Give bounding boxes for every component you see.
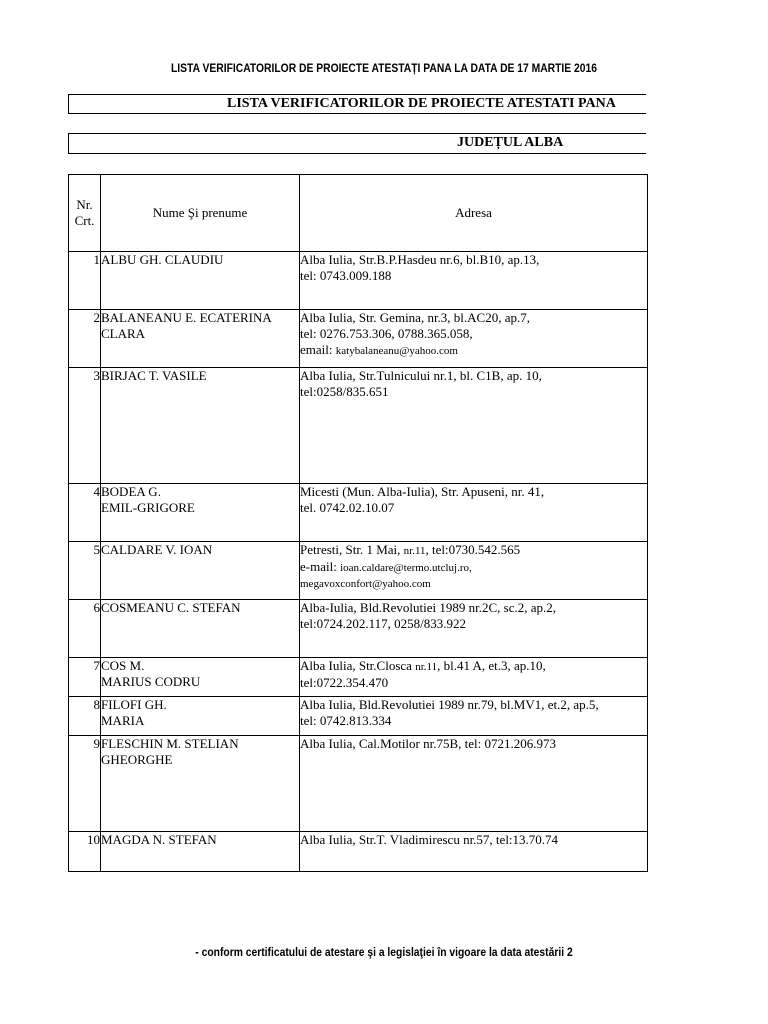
row-number: 2: [69, 310, 101, 368]
table-row: [69, 368, 648, 484]
footer-note: - conform certificatului de atestare şi a legislaţiei în vigoare la data atestării 2: [195, 945, 573, 959]
row-name: BODEA G. EMIL-GRIGORE: [101, 484, 300, 542]
table-row: [69, 736, 648, 832]
row-address: Alba Iulia, Bld.Revolutiei 1989 nr.79, bl.MV1, et.2, ap.5, tel: 0742.813.334: [300, 697, 648, 736]
row-name: COSMEANU C. STEFAN: [101, 600, 300, 658]
row-name: COS M. MARIUS CODRU: [101, 658, 300, 697]
row-number: 8: [69, 697, 101, 736]
row-number: 6: [69, 600, 101, 658]
row-number: 3: [69, 368, 101, 484]
row-name: BIRJAC T. VASILE: [101, 368, 300, 484]
row-number: 7: [69, 658, 101, 697]
row-number: 4: [69, 484, 101, 542]
list-title-box: [68, 94, 646, 114]
table-row: [69, 658, 648, 697]
row-name: ALBU GH. CLAUDIU: [101, 252, 300, 310]
table-row: [69, 697, 648, 736]
row-address: Alba Iulia, Str.B.P.Hasdeu nr.6, bl.B10, ap.13, tel: 0743.009.188: [300, 252, 648, 310]
column-header-address: Adresa: [300, 175, 648, 252]
verifiers-table: [68, 174, 648, 872]
row-address: Alba Iulia, Cal.Motilor nr.75B, tel: 0721.206.973: [300, 736, 648, 832]
column-header-nr: Nr. Crt.: [69, 175, 101, 252]
row-number: 9: [69, 736, 101, 832]
row-number: 5: [69, 542, 101, 600]
email-text: megavoxconfort@yahoo.com: [300, 578, 431, 590]
row-name: BALANEANU E. ECATERINA CLARA: [101, 310, 300, 368]
row-address: Alba Iulia, Str.Tulnicului nr.1, bl. C1B, ap. 10, tel:0258/835.651: [300, 368, 648, 484]
row-number: 1: [69, 252, 101, 310]
document-title: LISTA VERIFICATORILOR DE PROIECTE ATESTAȚI PANA LA DATA DE 17 MARTIE 2016: [170, 61, 598, 75]
table-row: [69, 484, 648, 542]
row-address: Alba Iulia, Str. Gemina, nr.3, bl.AC20, ap.7, tel: 0276.753.306, 0788.365.058, email: katybalaneanu@yahoo.com: [300, 310, 648, 368]
row-address: Micesti (Mun. Alba-Iulia), Str. Apuseni, nr. 41, tel. 0742.02.10.07: [300, 484, 648, 542]
row-number: 10: [69, 832, 101, 872]
row-name: FLESCHIN M. STELIAN GHEORGHE: [101, 736, 300, 832]
county-box: [68, 133, 646, 154]
row-name: CALDARE V. IOAN: [101, 542, 300, 600]
table-row: [69, 600, 648, 658]
row-address: Alba Iulia, Str.T. Vladimirescu nr.57, tel:13.70.74: [300, 832, 648, 872]
table-row: [69, 542, 648, 600]
row-address: Alba-Iulia, Bld.Revolutiei 1989 nr.2C, sc.2, ap.2, tel:0724.202.117, 0258/833.922: [300, 600, 648, 658]
email-text: ioan.caldare@termo.utcluj.ro,: [340, 562, 472, 574]
table-row: [69, 252, 648, 310]
table-row: [69, 310, 648, 368]
table-header-row: [69, 175, 648, 252]
row-name: MAGDA N. STEFAN: [101, 832, 300, 872]
county-title: JUDEȚUL ALBA: [457, 135, 564, 150]
row-name: FILOFI GH. MARIA: [101, 697, 300, 736]
row-address: Petresti, Str. 1 Mai, nr.11, tel:0730.542.565 e-mail: ioan.caldare@termo.utcluj.ro, megavoxconfort@yahoo.com: [300, 542, 648, 600]
column-header-name: Nume Şi prenume: [101, 175, 300, 252]
email-text: katybalaneanu@yahoo.com: [335, 345, 458, 357]
table-row: [69, 832, 648, 872]
row-address: Alba Iulia, Str.Closca nr.11, bl.41 A, et.3, ap.10, tel:0722.354.470: [300, 658, 648, 697]
list-title: LISTA VERIFICATORILOR DE PROIECTE ATESTATI PANA: [227, 96, 616, 111]
